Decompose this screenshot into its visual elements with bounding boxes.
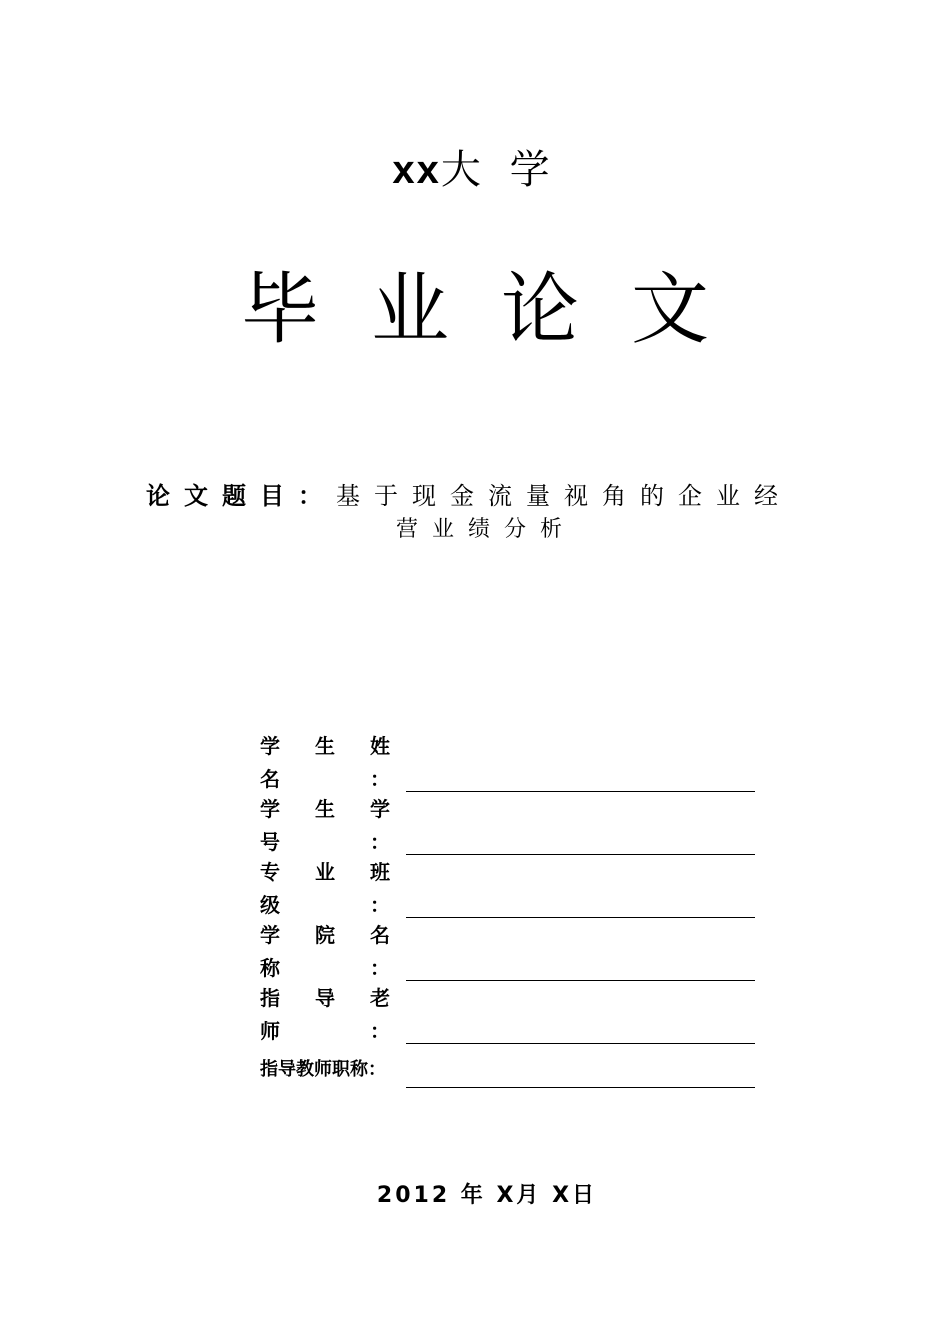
student-id-field[interactable] [406,854,755,855]
label-char: 指 [260,986,280,1010]
form-row-college-name [260,921,755,984]
form-label [260,858,390,920]
label-char: 名 [370,923,390,947]
label-char: 专 [260,860,280,884]
university-prefix: xx [392,148,441,192]
form-label [260,984,390,1046]
label-colon: ： [370,1019,390,1043]
university-name [0,142,950,198]
student-info-form [260,732,755,1088]
label-colon: ： [370,956,390,980]
form-row-student-name [260,732,755,795]
label-char: 学 [260,923,280,947]
label-char: 学 [260,797,280,821]
thesis-topic [146,478,836,542]
label-char: 姓 [370,734,390,758]
label-colon: ： [370,830,390,854]
label-char: 导 [315,986,335,1010]
form-label [260,921,390,983]
label-char: 生 [315,734,335,758]
label-char: 号 [260,830,280,854]
label-char: 称 [260,956,280,980]
label-char: 名 [260,767,280,791]
label-char: 级 [260,893,280,917]
form-row-advisor-title [260,1047,755,1088]
label-colon: ： [370,893,390,917]
topic-text-line-2: 营业绩分析 [396,517,577,542]
student-name-field[interactable] [406,791,755,792]
form-label [260,732,390,794]
college-name-field[interactable] [406,980,755,981]
label-char: 业 [315,860,335,884]
form-label [260,795,390,857]
advisor-field[interactable] [406,1043,755,1044]
advisor-title-field[interactable] [406,1087,755,1088]
advisor-title-label: 指导教师职称： [260,1059,386,1080]
topic-label: 论文题目： [146,482,336,510]
form-row-advisor [260,984,755,1047]
submission-date: 2012 年 X月 X日 [376,1183,598,1208]
thesis-type-title: 毕业论文 [240,265,761,355]
label-char: 学 [370,797,390,821]
label-colon: ： [370,767,390,791]
major-class-field[interactable] [406,917,755,918]
label-char: 班 [370,860,390,884]
label-char: 院 [315,923,335,947]
label-char: 学 [260,734,280,758]
label-char: 师 [260,1019,280,1043]
label-char: 老 [370,986,390,1010]
topic-text-line-1: 基于现金流量视角的企业经 [336,482,792,510]
label-char: 生 [315,797,335,821]
form-row-student-id [260,795,755,858]
university-suffix: 大 学 [440,147,558,193]
form-row-major-class [260,858,755,921]
